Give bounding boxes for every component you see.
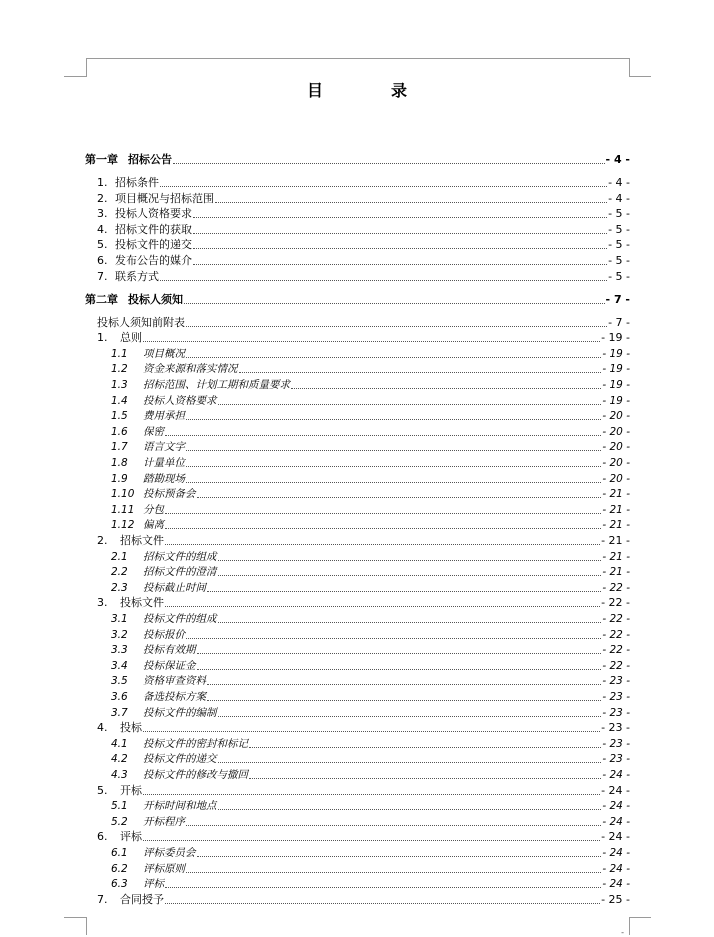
toc-leader-dots <box>193 232 607 234</box>
crop-mark-bottom-left-h <box>64 917 86 918</box>
toc-entry-label <box>97 255 192 267</box>
toc-entry-label <box>111 395 217 407</box>
toc-entry-text: 总则 <box>120 331 142 345</box>
toc-entry[interactable] <box>111 564 630 578</box>
toc-entry-number: 3.2 <box>111 628 128 641</box>
toc-entry-number: 1.5 <box>111 410 128 423</box>
toc-entry-label <box>111 566 217 578</box>
crop-mark-top-left-h <box>64 76 86 77</box>
toc-entry-label <box>111 363 238 375</box>
toc-entry[interactable] <box>111 502 630 516</box>
toc-leader-dots <box>165 886 601 888</box>
toc-entry-number: 3. <box>97 596 108 610</box>
toc-leader-dots <box>218 574 602 576</box>
toc-leader-dots <box>186 465 601 467</box>
page-title: 目 录 <box>306 81 433 100</box>
toc-entry-text: 联系方式 <box>115 269 159 283</box>
toc-entry-label <box>97 535 164 547</box>
toc-leader-dots <box>239 371 602 373</box>
toc-entry[interactable] <box>111 814 630 828</box>
toc-entry-number: 1.1 <box>111 347 128 360</box>
toc-entry-page: - 23 - <box>602 737 630 750</box>
toc-entry-page: - 5 - <box>608 222 630 236</box>
toc-entry-page: - 20 - <box>602 425 630 438</box>
toc-entry-text: 招标范围、计划工期和质量要求 <box>143 379 290 391</box>
toc-entry-number: 4. <box>97 721 108 735</box>
toc-entry-text: 项目概况与招标范围 <box>115 191 214 205</box>
toc-leader-dots <box>186 637 601 639</box>
toc-entry-page: - 24 - <box>602 862 630 875</box>
toc-entry-text: 投标报价 <box>143 628 185 641</box>
toc-entry-text: 评标 <box>143 878 164 891</box>
toc-entry-number: 3.4 <box>111 659 128 672</box>
toc-entry-text: 投标预备会 <box>143 488 196 501</box>
toc-entry-page: - 21 - <box>602 488 630 501</box>
toc-entry-label <box>111 426 164 438</box>
toc-entry[interactable] <box>111 876 630 890</box>
toc-leader-dots <box>186 356 601 358</box>
toc-entry-number: 第二章 <box>85 292 118 306</box>
toc-entry-text: 开标时间和地点 <box>143 800 217 813</box>
toc-entry-number: 3.1 <box>111 613 128 625</box>
toc-entry-text: 投标人须知前附表 <box>97 315 185 329</box>
toc-leader-dots <box>218 715 602 717</box>
toc-entry-page: - 19 - <box>601 331 630 345</box>
toc-entry-text: 评标委员会 <box>143 847 196 859</box>
toc-entry-text: 投标文件的递交 <box>143 753 217 766</box>
toc-entry-page: - 20 - <box>602 472 630 485</box>
crop-mark-top-line <box>86 58 630 59</box>
toc-entry-page: - 24 - <box>602 878 630 891</box>
toc-entry-number: 3.6 <box>111 691 128 703</box>
toc-leader-dots <box>173 162 605 164</box>
toc-entry-page: - 4 - <box>605 153 630 166</box>
toc-entry-page: - 24 - <box>602 815 630 828</box>
toc-entry-label <box>97 208 192 220</box>
toc-entry-number: 4.1 <box>111 737 128 750</box>
toc-leader-dots <box>207 699 601 701</box>
toc-entry-label <box>111 863 185 875</box>
toc-entry-page: - 22 - <box>602 659 630 672</box>
toc-entry-text: 开标 <box>120 783 142 797</box>
toc-entry-text: 投标文件的密封和标记 <box>143 737 248 750</box>
toc-entry-page: - 23 - <box>602 675 630 688</box>
toc-entry[interactable] <box>97 892 630 906</box>
toc-entry-text: 投标人资格要求 <box>143 394 217 407</box>
toc-entry-page: - 5 - <box>608 269 630 283</box>
toc-leader-dots <box>160 279 607 281</box>
toc-entry-number: 6.2 <box>111 862 128 875</box>
toc-leader-dots <box>165 512 601 514</box>
toc-leader-dots <box>207 590 601 592</box>
toc-leader-dots <box>165 527 601 529</box>
toc-entry-number: 7. <box>97 269 108 283</box>
toc-entry-text: 语言文字 <box>143 441 185 454</box>
toc-entry-page: - 7 - <box>605 292 630 306</box>
toc-leader-dots <box>218 761 602 763</box>
toc-entry-label <box>111 613 217 625</box>
toc-entry[interactable] <box>97 175 630 189</box>
toc-entry[interactable] <box>111 486 630 500</box>
toc-entry-number: 1. <box>97 331 108 345</box>
toc-entry[interactable] <box>97 222 630 236</box>
toc-entry-label <box>111 800 217 812</box>
toc-entry[interactable] <box>111 361 630 375</box>
toc-entry-text: 资格审查资料 <box>143 675 206 688</box>
toc-entry-page: - 5 - <box>608 238 630 252</box>
toc-entry-text: 合同授予 <box>120 892 164 906</box>
toc-entry-text: 投标文件的编制 <box>143 706 217 719</box>
toc-entry-number: 6. <box>97 830 108 844</box>
toc-entry-label <box>97 271 159 283</box>
toc-entry[interactable] <box>111 377 630 391</box>
toc-entry-page: - 20 - <box>602 410 630 423</box>
toc-entry-label <box>97 177 159 189</box>
toc-entry-label <box>111 519 164 531</box>
toc-entry-text: 保密 <box>143 425 164 438</box>
toc-leader-dots <box>186 418 601 420</box>
toc-leader-dots <box>249 746 601 748</box>
toc-entry[interactable] <box>111 580 630 594</box>
toc-entry-label <box>111 379 290 391</box>
toc-entry-text: 费用承担 <box>143 410 185 423</box>
toc-entry[interactable] <box>111 455 630 469</box>
toc-entry[interactable] <box>85 152 630 166</box>
toc-entry-text: 投标有效期 <box>143 644 196 657</box>
toc-entry-page: - 19 - <box>602 347 630 360</box>
toc-entry[interactable] <box>97 533 630 547</box>
toc-entry[interactable] <box>111 751 630 765</box>
toc-entry-label <box>85 294 183 306</box>
toc-entry-text: 备选投标方案 <box>143 691 206 703</box>
toc-entry[interactable] <box>111 767 630 781</box>
toc-entry[interactable] <box>111 658 630 672</box>
toc-entry-label <box>97 785 142 797</box>
toc-entry-label <box>111 504 164 516</box>
toc-entry-text: 招标条件 <box>115 176 159 189</box>
toc-entry-number: 1.10 <box>111 488 135 501</box>
toc-entry[interactable] <box>111 439 630 453</box>
toc-entry-label <box>111 691 206 703</box>
toc-entry-label <box>85 154 172 166</box>
toc-leader-dots <box>186 449 601 451</box>
toc-entry-number: 5. <box>97 783 108 797</box>
toc-entry-label <box>111 457 185 469</box>
toc-leader-dots <box>186 481 601 483</box>
toc-entry-text: 投标 <box>120 721 142 735</box>
toc-entry[interactable] <box>97 269 630 283</box>
toc-entry-number: 5. <box>97 238 108 252</box>
toc-entry-label <box>111 473 185 485</box>
toc-leader-dots <box>197 855 602 857</box>
toc-entry-number: 1.7 <box>111 441 128 454</box>
toc-entry-text: 开标程序 <box>143 815 185 828</box>
toc-entry[interactable] <box>111 611 630 625</box>
toc-leader-dots <box>218 559 602 561</box>
toc-entry-page: - 22 - <box>601 596 630 610</box>
toc-entry-page: - 25 - <box>601 892 630 906</box>
toc-entry-text: 招标文件的澄清 <box>143 566 217 579</box>
toc-entry-number: 1.4 <box>111 394 128 407</box>
toc-entry-page: - 21 - <box>602 566 630 579</box>
toc-entry-text: 投标保证金 <box>143 659 196 672</box>
toc-entry-page: - 24 - <box>602 800 630 813</box>
toc-entry-page: - 23 - <box>602 753 630 766</box>
toc-entry-page: - 20 - <box>602 457 630 469</box>
toc-entry-page: - 7 - <box>608 315 630 329</box>
crop-mark-bottom-right-v <box>629 917 630 935</box>
toc-entry-text: 发布公告的媒介 <box>115 254 192 267</box>
toc-entry-number: 1.3 <box>111 379 128 391</box>
toc-entry-label <box>97 239 192 251</box>
toc-entry-page: - 22 - <box>602 581 630 594</box>
toc-entry-number: 1.12 <box>111 519 135 532</box>
toc-leader-dots <box>197 652 602 654</box>
toc-entry[interactable] <box>111 736 630 750</box>
toc-leader-dots <box>218 621 602 623</box>
toc-entry[interactable] <box>85 292 630 306</box>
toc-entry-page: - 20 - <box>602 441 630 454</box>
toc-entry-number: 4.3 <box>111 769 128 781</box>
toc-entry-page: - 4 - <box>608 176 630 189</box>
toc-entry-text: 评标原则 <box>143 862 185 875</box>
toc-entry-number: 2. <box>97 191 108 205</box>
toc-entry[interactable] <box>111 424 630 438</box>
toc-entry[interactable] <box>111 627 630 641</box>
toc-entry-page: - 5 - <box>608 207 630 221</box>
toc-entry-label <box>97 317 185 329</box>
toc-entry-text: 投标人资格要求 <box>115 207 192 221</box>
toc-entry-number: 5.1 <box>111 800 128 813</box>
toc-entry-label <box>111 488 196 500</box>
toc-entry[interactable] <box>111 689 630 703</box>
toc-entry-text: 项目概况 <box>143 347 185 360</box>
toc-entry-text: 踏勘现场 <box>143 472 185 485</box>
toc-entry-number: 2.2 <box>111 566 128 579</box>
toc-entry-label <box>111 675 206 687</box>
toc-leader-dots <box>184 302 605 304</box>
toc-entry[interactable] <box>111 861 630 875</box>
toc-entry-label <box>111 551 217 563</box>
crop-mark-bottom-left-v <box>86 917 87 935</box>
toc-entry-text: 投标文件的修改与撤回 <box>143 769 248 781</box>
toc-entry-label <box>111 738 248 750</box>
toc-entry-text: 投标截止时间 <box>143 581 206 594</box>
toc-entry[interactable] <box>97 720 630 734</box>
toc-entry-number: 1.2 <box>111 363 128 376</box>
toc-entry-label <box>111 348 185 360</box>
toc-leader-dots <box>291 387 601 389</box>
toc-leader-dots <box>165 543 600 545</box>
toc-entry[interactable] <box>97 595 630 609</box>
toc-leader-dots <box>197 496 602 498</box>
toc-entry[interactable] <box>111 845 630 859</box>
toc-entry[interactable] <box>111 798 630 812</box>
toc-entry-page: - 19 - <box>602 379 630 391</box>
toc-entry-label <box>97 332 142 344</box>
toc-entry-text: 投标文件的递交 <box>115 238 192 252</box>
toc-entry-page: - 23 - <box>602 706 630 719</box>
toc-entry-page: - 4 - <box>608 191 630 205</box>
footer-page-number: - <box>621 928 624 937</box>
toc-entry-label <box>111 816 185 828</box>
toc-entry-label <box>97 722 142 734</box>
toc-leader-dots <box>193 247 607 249</box>
toc-entry-page: - 21 - <box>602 503 630 516</box>
toc-entry-text: 招标文件 <box>120 534 164 547</box>
toc-entry[interactable] <box>111 705 630 719</box>
toc-entry-number: 2.3 <box>111 581 128 594</box>
toc-entry-text: 分包 <box>143 503 164 516</box>
crop-mark-bottom-right-h <box>629 917 651 918</box>
toc-entry[interactable] <box>111 346 630 360</box>
toc-entry-page: - 22 - <box>602 628 630 641</box>
toc-leader-dots <box>215 201 607 203</box>
toc-entry[interactable] <box>111 673 630 687</box>
toc-entry-label <box>111 707 217 719</box>
toc-entry-number: 1. <box>97 176 108 189</box>
toc-entry-label <box>97 597 164 609</box>
toc-entry-number: 4.2 <box>111 753 128 766</box>
toc-entry[interactable] <box>97 829 630 843</box>
toc-entry-label <box>97 831 142 843</box>
toc-entry-label <box>111 660 196 672</box>
toc-entry[interactable] <box>111 517 630 531</box>
toc-entry-page: - 19 - <box>602 394 630 407</box>
toc-entry-text: 评标 <box>120 830 142 844</box>
toc-entry-number: 3.5 <box>111 675 128 688</box>
toc-leader-dots <box>207 683 601 685</box>
toc-entry-label <box>111 753 217 765</box>
toc-entry-page: - 23 - <box>601 721 630 735</box>
crop-mark-top-left-v <box>86 58 87 77</box>
toc-entry-page: - 5 - <box>608 254 630 267</box>
toc-entry-number: 3. <box>97 207 108 221</box>
toc-entry-page: - 21 - <box>602 550 630 563</box>
toc-leader-dots <box>143 730 600 732</box>
toc-entry-number: 2.1 <box>111 550 128 563</box>
toc-leader-dots <box>143 839 600 841</box>
toc-entry-number: 6.3 <box>111 878 128 891</box>
toc-entry[interactable] <box>111 549 630 563</box>
toc-entry-label <box>111 769 248 781</box>
toc-leader-dots <box>165 434 601 436</box>
toc-entry-page: - 24 - <box>601 783 630 797</box>
toc-entry-text: 偏离 <box>143 519 164 532</box>
toc-entry[interactable] <box>97 191 630 205</box>
toc-entry[interactable] <box>97 253 630 267</box>
toc-entry-page: - 19 - <box>602 363 630 376</box>
crop-mark-top-right-h <box>629 76 651 77</box>
toc-leader-dots <box>165 605 600 607</box>
toc-entry-label <box>111 410 185 422</box>
toc-entry-label <box>111 629 185 641</box>
toc-leader-dots <box>193 216 607 218</box>
toc-entry[interactable] <box>111 642 630 656</box>
toc-entry-label <box>111 441 185 453</box>
toc-entry-number: 5.2 <box>111 815 128 828</box>
crop-mark-top-right-v <box>629 58 630 77</box>
toc-entry-label <box>97 224 192 236</box>
toc-entry-page: - 24 - <box>601 830 630 844</box>
toc-leader-dots <box>249 777 601 779</box>
toc-entry-text: 投标人须知 <box>128 292 183 306</box>
toc-entry-text: 资金来源和落实情况 <box>143 363 238 376</box>
toc-leader-dots <box>218 403 602 405</box>
toc-entry-text: 投标文件的组成 <box>143 613 217 625</box>
toc-entry-page: - 24 - <box>602 847 630 859</box>
toc-entry-text: 招标文件的获取 <box>115 222 192 236</box>
toc-entry-number: 1.6 <box>111 425 128 438</box>
toc-entry-label <box>111 582 206 594</box>
toc-entry-text: 招标文件的组成 <box>143 550 217 563</box>
toc-entry[interactable] <box>97 206 630 220</box>
toc-entry-number: 第一章 <box>85 153 118 166</box>
toc-entry[interactable] <box>97 783 630 797</box>
toc-entry-text: 计量单位 <box>143 457 185 469</box>
toc-entry[interactable] <box>111 408 630 422</box>
toc-entry-page: - 22 - <box>602 613 630 625</box>
toc-entry[interactable] <box>97 237 630 251</box>
toc-entry-number: 3.7 <box>111 706 128 719</box>
toc-leader-dots <box>160 185 607 187</box>
toc-entry-label <box>97 193 214 205</box>
toc-entry-page: - 24 - <box>602 769 630 781</box>
toc-entry-label <box>111 847 196 859</box>
toc-leader-dots <box>143 793 600 795</box>
toc-leader-dots <box>186 871 601 873</box>
toc-entry-number: 2. <box>97 534 108 547</box>
toc-entry-text: 投标文件 <box>120 596 164 610</box>
toc-entry-page: - 21 - <box>602 519 630 532</box>
toc-entry[interactable] <box>97 330 630 344</box>
toc-entry-page: - 21 - <box>601 534 630 547</box>
toc-entry-label <box>111 878 164 890</box>
toc-entry-number: 4. <box>97 222 108 236</box>
toc-entry[interactable] <box>111 471 630 485</box>
toc-entry-number: 6. <box>97 254 108 267</box>
toc-entry-number: 3.3 <box>111 644 128 657</box>
toc-entry[interactable] <box>111 393 630 407</box>
toc-entry-label <box>111 644 196 656</box>
toc-leader-dots <box>197 668 602 670</box>
toc-entry[interactable] <box>97 315 630 329</box>
toc-leader-dots <box>218 808 602 810</box>
toc-entry-number: 7. <box>97 892 108 906</box>
toc-entry-number: 1.11 <box>111 503 135 516</box>
toc-entry-number: 6.1 <box>111 847 128 859</box>
toc-leader-dots <box>143 340 600 342</box>
toc-entry-page: - 22 - <box>602 644 630 657</box>
toc-entry-page: - 23 - <box>602 691 630 703</box>
toc-entry-number: 1.8 <box>111 457 128 469</box>
toc-entry-text: 招标公告 <box>128 153 172 166</box>
toc-leader-dots <box>186 325 607 327</box>
toc-entry-number: 1.9 <box>111 472 128 485</box>
toc-leader-dots <box>193 263 607 265</box>
toc-leader-dots <box>165 902 600 904</box>
toc-entry-label <box>97 894 164 906</box>
toc-leader-dots <box>186 824 601 826</box>
